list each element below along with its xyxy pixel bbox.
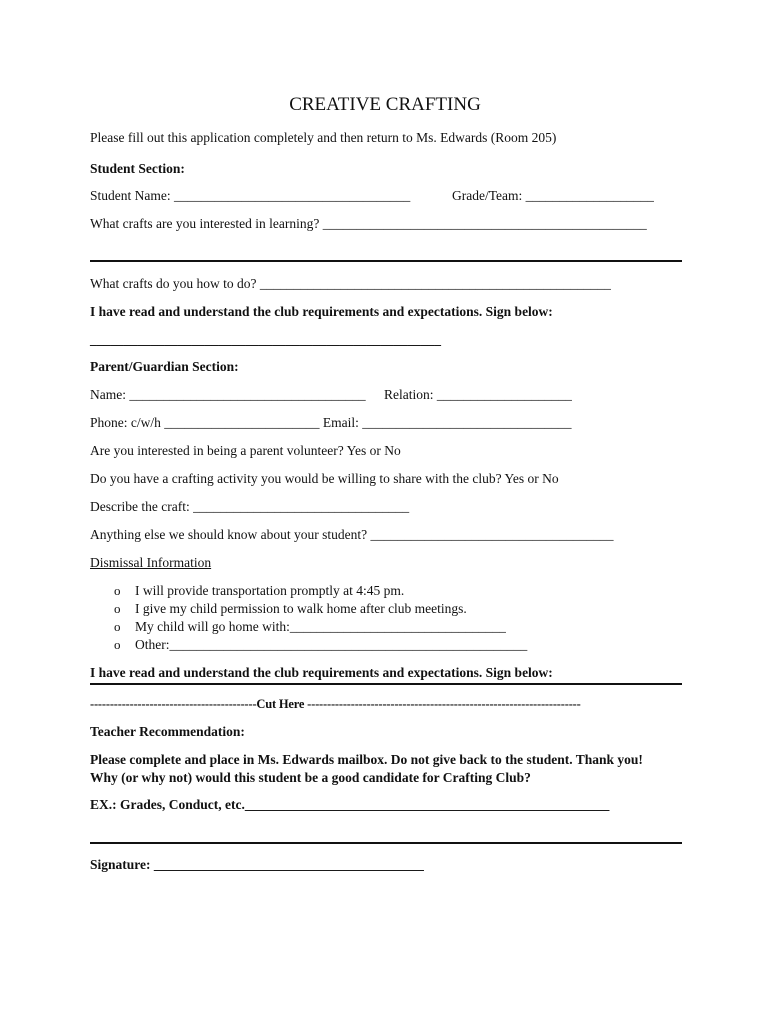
signature-line bbox=[90, 683, 682, 685]
dismissal-option[interactable]: My child will go home with:________________________________ bbox=[135, 619, 506, 634]
anything-else-field[interactable]: Anything else we should know about your student? ____________________________________ bbox=[90, 527, 614, 542]
crafts-known-field[interactable]: What crafts do you how to do? ____________________________________________________ bbox=[90, 276, 611, 291]
teacher-instructions: Please complete and place in Ms. Edwards mailbox. Do not give back to the student. Thank you! bbox=[90, 752, 643, 767]
answer-line bbox=[90, 260, 682, 262]
volunteer-question[interactable]: Are you interested in being a parent volunteer? Yes or No bbox=[90, 443, 401, 458]
teacher-section-heading: Teacher Recommendation: bbox=[90, 724, 245, 739]
form-title: CREATIVE CRAFTING bbox=[289, 94, 481, 115]
dismissal-option[interactable]: I will provide transportation promptly at 4:45 pm. bbox=[135, 583, 405, 598]
parent-name-field[interactable]: Name: ___________________________________ bbox=[90, 387, 366, 402]
teacher-signature-field[interactable]: Signature: ________________________________________ bbox=[90, 857, 424, 872]
bullet-marker: o bbox=[114, 601, 121, 616]
parent-agreement: I have read and understand the club requirements and expectations. Sign below: bbox=[90, 665, 553, 680]
parent-section-heading: Parent/Guardian Section: bbox=[90, 359, 239, 374]
bullet-marker: o bbox=[114, 637, 121, 652]
student-name-field[interactable]: Student Name: ___________________________________ bbox=[90, 188, 411, 203]
dismissal-heading: Dismissal Information bbox=[90, 555, 212, 570]
examples-field[interactable]: EX.: Grades, Conduct, etc.______________________________________________________ bbox=[90, 797, 610, 812]
student-section-heading: Student Section: bbox=[90, 161, 185, 176]
form-instructions: Please fill out this application completely and then return to Ms. Edwards (Room 205) bbox=[90, 130, 557, 145]
answer-line bbox=[90, 842, 682, 844]
student-signature-line[interactable]: ____________________________________________________ bbox=[90, 332, 441, 347]
share-activity-question[interactable]: Do you have a crafting activity you would be willing to share with the club? Yes or No bbox=[90, 471, 559, 486]
grade-team-field[interactable]: Grade/Team: ___________________ bbox=[452, 188, 654, 203]
dismissal-option[interactable]: Other:_____________________________________________________ bbox=[135, 637, 528, 652]
dismissal-option[interactable]: I give my child permission to walk home after club meetings. bbox=[135, 601, 467, 616]
crafts-interested-field[interactable]: What crafts are you interested in learning? ________________________________________________ bbox=[90, 216, 647, 231]
teacher-question: Why (or why not) would this student be a good candidate for Crafting Club? bbox=[90, 770, 531, 785]
bullet-marker: o bbox=[114, 619, 121, 634]
student-agreement: I have read and understand the club requirements and expectations. Sign below: bbox=[90, 304, 553, 319]
cut-here-line: ------------------------------------------Cut Here --------------------------------------------------------------------- bbox=[90, 697, 581, 711]
describe-craft-field[interactable]: Describe the craft: ________________________________ bbox=[90, 499, 410, 514]
phone-email-field[interactable]: Phone: c/w/h _______________________ Email: _______________________________ bbox=[90, 415, 572, 430]
relation-field[interactable]: Relation: ____________________ bbox=[384, 387, 572, 402]
bullet-marker: o bbox=[114, 583, 121, 598]
